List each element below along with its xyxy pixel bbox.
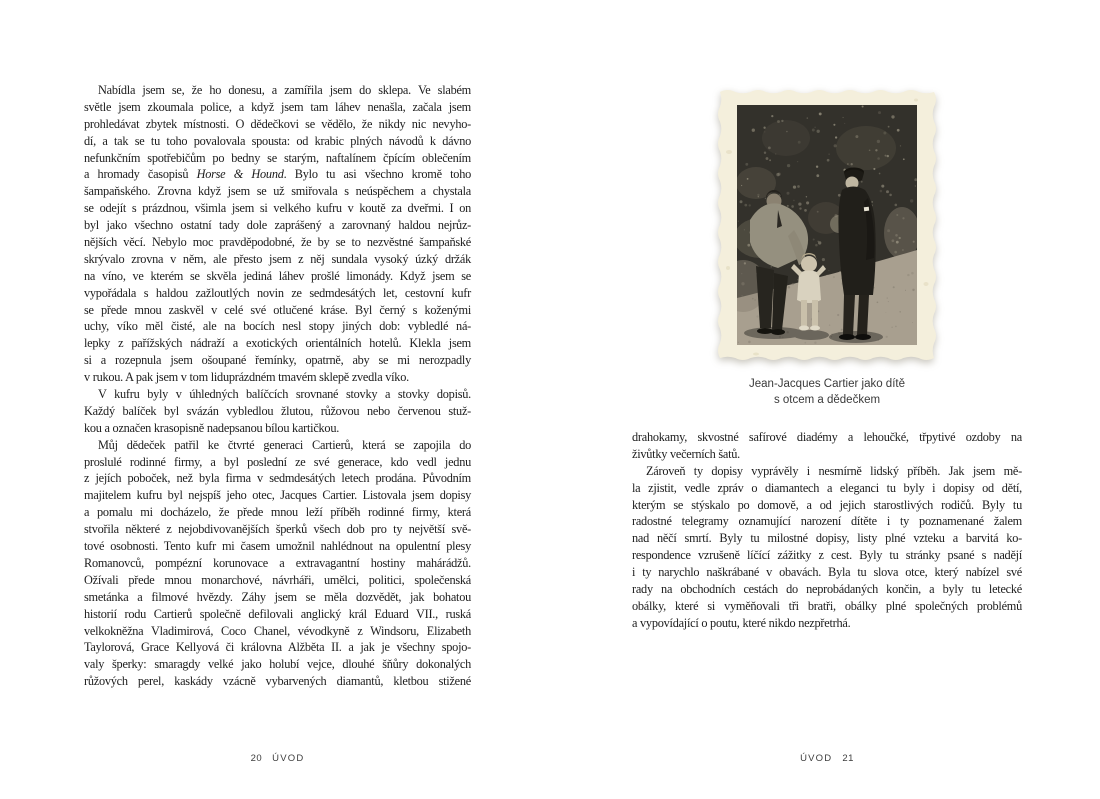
text-line: obálky, které si vyměňovali tři bratři, obálky plné společných problémů — [632, 598, 1022, 613]
text-line: se odejít s prázdnou, všimla jsem si velkého kufru v koutě za dveřmi. I on — [84, 201, 471, 216]
text-line: kterým se stýskalo po domově, a od jejich starostlivých rodičů. Byly tu — [632, 497, 1022, 512]
text-line: a vypovídající o poutu, které nikdo nezpřetrhá. — [632, 615, 851, 630]
text-line: a pomalu mi docházelo, že přede mnou leží příběh rodinné firmy, která — [84, 505, 471, 520]
text-line: a hromady časopisů Horse & Hound. Bylo tu asi všechno kromě toho — [84, 167, 472, 182]
text-line: se přede mnou zaskvěl v celé své otlučené kráse. Byl černý s koženými — [84, 302, 471, 317]
text-line: dí, a tak se tu toho povalovala spousta: od krabic plných návodů k dávno — [84, 133, 471, 148]
text-line: prohledávat zbytek místnosti. O dědečkovi se vědělo, že nikdy nic nevyho- — [84, 116, 471, 131]
text-line: v rukou. A pak jsem v tom liduprázdném tmavém sklepě zvedla víko. — [84, 370, 409, 385]
text-line: valy šperky: smaragdy velké jako holubí vejce, dlouhé šňůry dokonalých — [84, 657, 471, 672]
text-line: byl jako všechno ostatní tady dole zaprášený a zarovnaný haldou nejrůz- — [84, 218, 471, 233]
text-line: nad něčí smrtí. Byly tu milostné dopisy, listy plné vzteku a barvitá ko- — [632, 531, 1022, 546]
text-line: vypořádala s haldou zažloutlých novin ze sedmdesátých let, cestovní kufr — [84, 285, 471, 300]
photo-caption-line1: Jean-Jacques Cartier jako dítě — [749, 378, 905, 390]
text-line: proslulé rodinné firmy, a byl poslední ze své generace, kdo vedl jednu — [84, 454, 471, 469]
left-section-label: ÚVOD — [272, 753, 305, 764]
text-line: drahokamy, skvostné safírové diadémy a lehoučké, třpytivé ozdoby na — [632, 430, 1022, 444]
left-page-number: 20 — [250, 753, 263, 764]
text-line: nějších věcí. Nebylo moc pravděpodobné, že by se to nezvěstné šampaňské — [84, 235, 471, 250]
text-line: la zjistit, vedle zpráv o diamantech a eleganci tu byly i dopisy od dětí, — [632, 480, 1022, 495]
text-line: uchy, víko měl čisté, ale na bocích nesl stopy jiných dob: vybledlé ná- — [84, 319, 471, 334]
text-line: na víno, ve kterém se skvěla jediná láhev prošlé limonády. Když jsem se — [84, 268, 471, 283]
text-line: velkokněžna Vladimirová, Coco Chanel, vévodkyně z Windsoru, Elizabeth — [84, 623, 471, 638]
text-line: nefunkčním spotřebičům po bedny se starým, naftalínem čpícím oblečením — [84, 150, 471, 165]
text-line: skrývalo zrovna v něm, ale přesto jsem z něj sundala vysoký úzký držák — [84, 251, 471, 266]
text-line: Ožívali přede mnou monarchové, návrháři, umělci, politici, společenská — [84, 572, 471, 587]
photograph-scene — [719, 105, 920, 345]
text-line: V kufru byly v úhledných balíčcích srovnané stovky a stovky dopisů. — [98, 387, 471, 402]
text-line: živůtky večerních šatů. — [632, 446, 740, 461]
text-line: kou a označen krasopisně nadepsanou bílou kartičkou. — [84, 420, 340, 435]
photo-caption-line2: s otcem a dědečkem — [773, 394, 881, 406]
photo-illustration — [716, 88, 938, 362]
right-section-label: ÚVOD — [800, 753, 833, 764]
text-line: šampaňského. Zrovna když jsem se už smiřovala s neúspěchem a chystala — [84, 184, 471, 199]
text-line: si a rozepnula jsem ošoupané řemínky, opatrně, aby se mi nerozpadly — [84, 353, 471, 368]
text-line: tové osobnosti. Tento kufr mi časem umožnil nahlédnout na opulentní plesy — [84, 539, 471, 554]
text-line: Každý balíček byl svázán vybledlou žlutou, růžovou nebo červenou stuž- — [84, 403, 471, 418]
text-line: lepky z pařížských nádraží a exotických orientálních hotelů. Klekla jsem — [84, 336, 471, 351]
text-line: Nabídla jsem se, že ho donesu, a zamířila jsem do sklepa. Ve slabém — [98, 83, 471, 97]
photo-frame — [716, 88, 938, 362]
left-page-footer — [84, 753, 471, 764]
text-line: historií rodu Cartierů společně defilovali anglický král Eduard VII., ruská — [84, 606, 471, 621]
text-line: Zároveň ty dopisy vyprávěly i nesmírně lidský příběh. Jak jsem mě- — [646, 463, 1022, 478]
text-line: z jejích poboček, než byla firma v sedmdesátých letech prodána. Původním — [84, 471, 471, 486]
text-line: růžových perel, kaskády vzácně vybarvených diamantů, kletbou stižené — [84, 674, 471, 689]
photo-caption — [716, 376, 938, 408]
text-line: světle jsem zkoumala police, a když jsem tam láhev nenašla, začala jsem — [84, 99, 471, 114]
right-page-text — [632, 429, 1022, 632]
text-line: respondence vzrušeně líčící zážitky z cest. Byly tu stránky psané s nadějí — [632, 548, 1022, 563]
left-page-text — [84, 82, 471, 690]
text-line: i ty narychlo naškrábané v obavách. Byla tu slova otce, který nabízel své — [632, 565, 1022, 580]
text-line: rady na obchodních cestách do neprobádaných končin, a byly tu letecké — [632, 582, 1022, 597]
text-line: Romanovců, pompézní korunovace a extravagantní hostiny mahárádžů. — [84, 555, 471, 570]
text-line: majitelem kufru byl nejspíš jeho otec, Jacques Cartier. Listovala jsem dopisy — [84, 488, 471, 503]
text-line: Taylorová, Grace Kellyová či královna Alžběta II. a jak je všechny spojo- — [84, 640, 471, 655]
text-line: stvořila některé z nejobdivovanějších šperků všech dob pro ty největší svě- — [84, 522, 471, 537]
text-line: radostné telegramy oznamující narození dítěte i ty poznamenané žalem — [632, 514, 1022, 529]
text-line: Můj dědeček patřil ke čtvrté generaci Cartierů, která se zapojila do — [98, 437, 471, 452]
right-page-footer — [632, 753, 1022, 764]
right-page-number: 21 — [842, 753, 854, 764]
text-line: smetánka a filmové hvězdy. Záhy jsem se měla dozvědět, jak bohatou — [84, 589, 471, 604]
